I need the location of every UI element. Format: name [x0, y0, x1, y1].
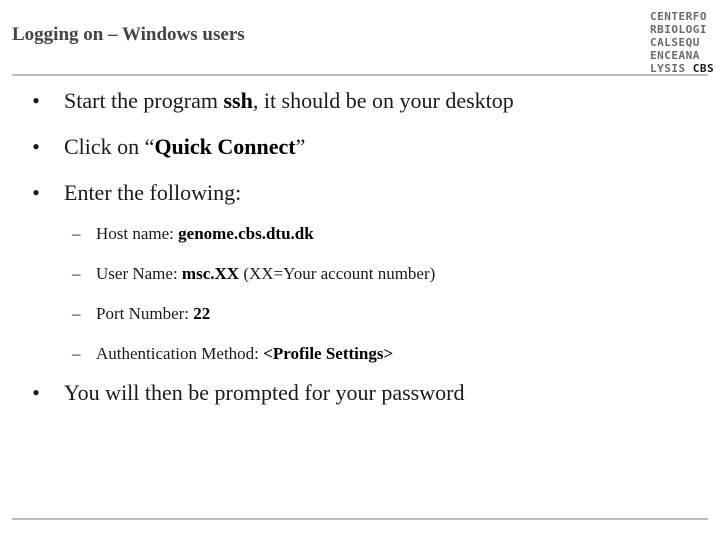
- sub-item: [30, 264, 650, 284]
- sub-item-tail: (XX=Your account number): [239, 264, 436, 283]
- bullet-text-tail: ”: [295, 134, 306, 159]
- sub-item-value: genome.cbs.dtu.dk: [178, 224, 314, 243]
- sub-item-value: <Profile Settings>: [263, 344, 394, 363]
- sub-item-label: Port Number:: [96, 304, 194, 323]
- dash-icon: –: [72, 224, 81, 243]
- sub-item-label: Host name:: [96, 224, 179, 243]
- bullet-icon: •: [32, 380, 40, 405]
- sub-item-label: Authentication Method:: [96, 344, 264, 363]
- bullet-item: [30, 134, 650, 160]
- logo-line-3: CALSEQU: [650, 36, 700, 49]
- bullet-text: Click on “: [64, 134, 155, 159]
- dash-icon: –: [72, 304, 81, 323]
- logo-line-2: RBIOLOGI: [650, 23, 707, 36]
- bullet-icon: •: [32, 180, 40, 205]
- sub-item-value: 22: [193, 304, 211, 323]
- footer-divider: [12, 518, 708, 520]
- sub-item-value: msc.XX: [181, 264, 240, 283]
- dash-icon: –: [72, 264, 81, 283]
- bullet-item: [30, 88, 650, 114]
- bullet-icon: •: [32, 88, 40, 113]
- sub-item-label: User Name:: [96, 264, 182, 283]
- logo-cbs: CBS: [692, 62, 715, 75]
- sub-item: [30, 304, 650, 324]
- cbs-logo: [650, 10, 714, 75]
- bullet-icon: •: [32, 134, 40, 159]
- bullet-emphasis: Quick Connect: [154, 134, 296, 159]
- logo-line-4: ENCEANA: [650, 49, 700, 62]
- bullet-text: Enter the following:: [64, 180, 242, 205]
- bullet-text: You will then be prompted for your password: [64, 380, 465, 405]
- bullet-item: [30, 180, 650, 206]
- logo-line-5: LYSIS CBS: [650, 62, 715, 75]
- title-divider: [12, 74, 708, 76]
- dash-icon: –: [72, 344, 81, 363]
- logo-line-1: CENTERFO: [650, 10, 707, 23]
- sub-item: [30, 344, 650, 364]
- bullet-text-tail: , it should be on your desktop: [252, 88, 514, 113]
- slide-content: [30, 88, 650, 406]
- sub-item: [30, 224, 650, 244]
- slide-title: Logging on – Windows users: [12, 24, 245, 45]
- bullet-text: Start the program: [64, 88, 224, 113]
- bullet-emphasis: ssh: [223, 88, 253, 113]
- bullet-item: [30, 380, 650, 406]
